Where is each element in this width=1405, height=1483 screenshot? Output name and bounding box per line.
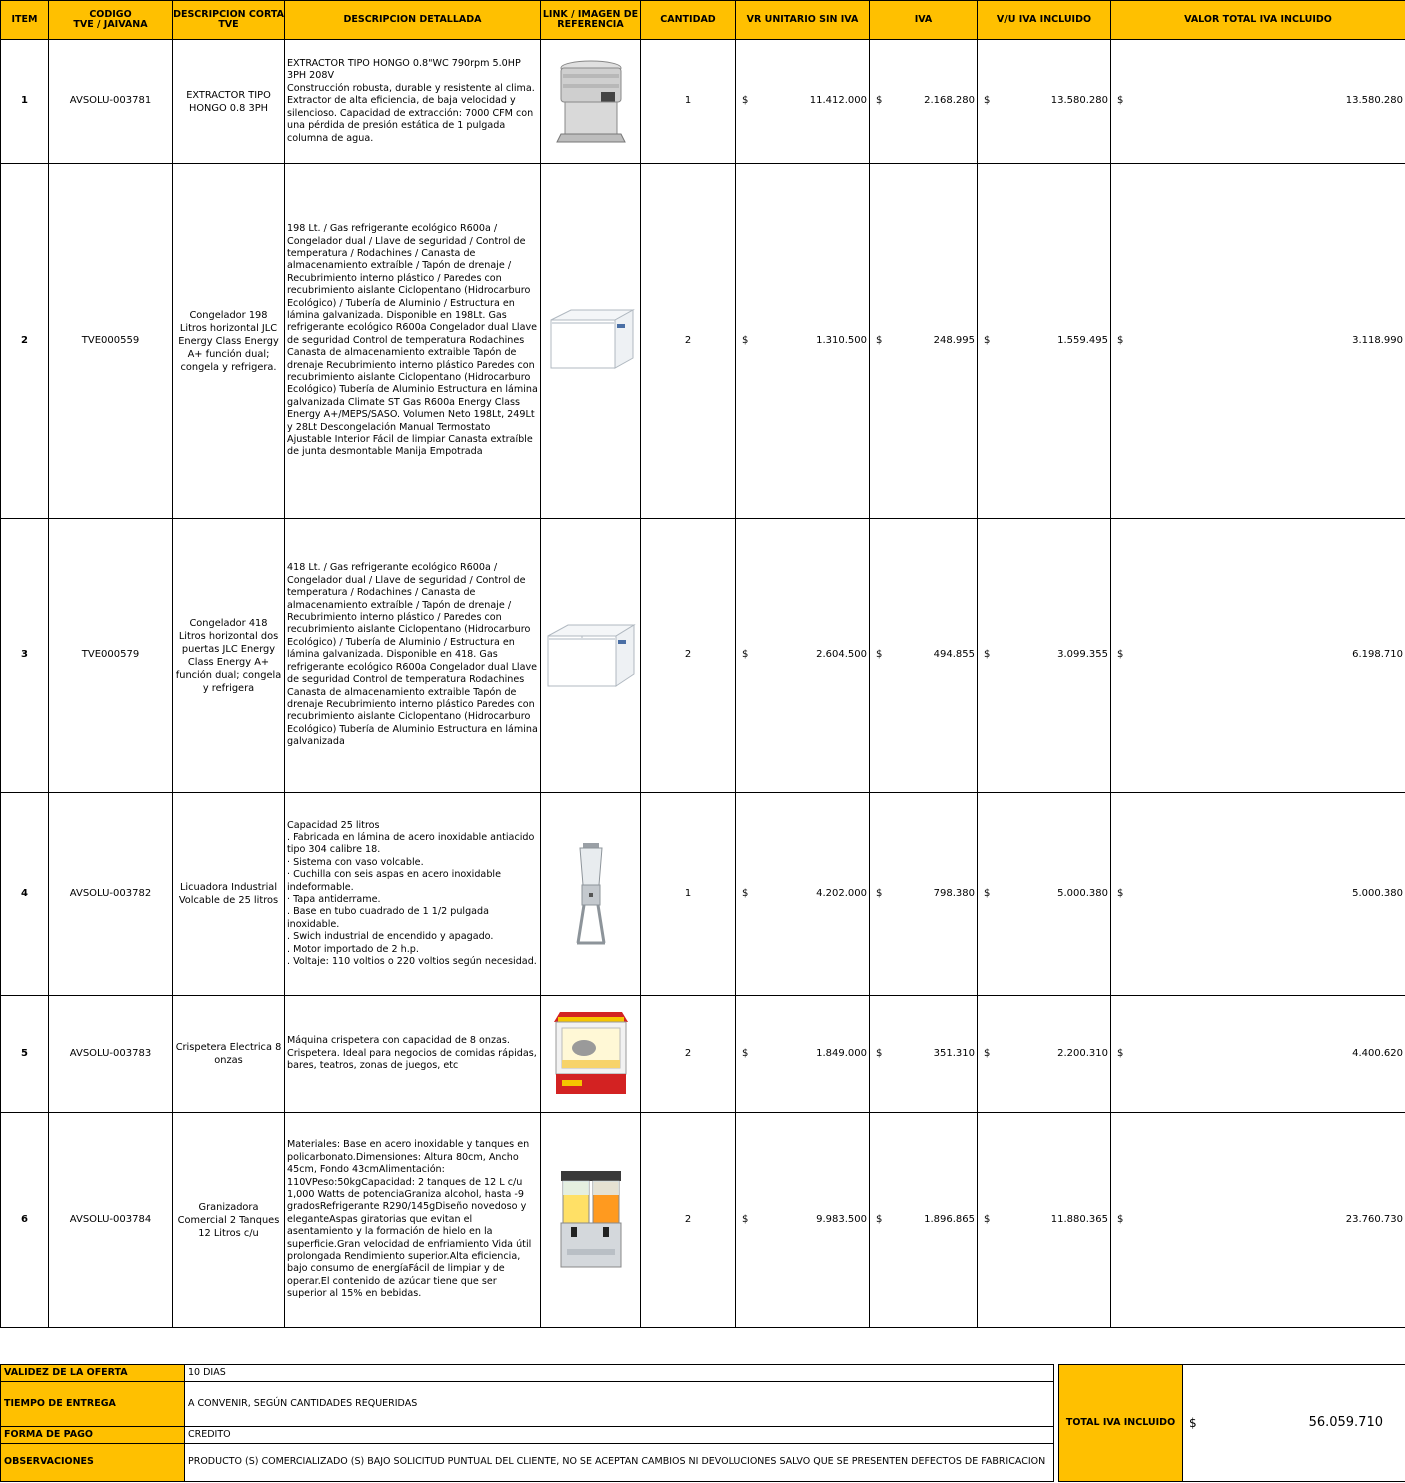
unit-with-iva: 13.580.280 [1050, 95, 1108, 107]
footer-row-validez [1, 1365, 1405, 1382]
currency-symbol: $ [1117, 887, 1124, 899]
unit-price: 1.310.500 [816, 334, 867, 346]
currency-symbol: $ [1117, 649, 1124, 661]
currency-symbol: $ [1189, 1415, 1197, 1430]
table-row [1, 519, 1405, 793]
quantity: 2 [641, 164, 736, 519]
unit-price-cell [736, 40, 870, 164]
header-vu-iva: V/U IVA INCLUIDO [978, 1, 1111, 40]
iva-amount: 351.310 [933, 1047, 975, 1059]
currency-symbol: $ [1117, 95, 1124, 107]
header-item: ITEM [1, 1, 49, 40]
total-cell [1111, 793, 1405, 996]
unit-with-iva: 3.099.355 [1057, 649, 1108, 661]
iva-amount: 248.995 [933, 334, 975, 346]
quantity: 1 [641, 40, 736, 164]
currency-symbol: $ [984, 649, 991, 661]
chest-freezer-icon [545, 306, 637, 376]
currency-symbol: $ [742, 334, 749, 346]
currency-symbol: $ [742, 1213, 749, 1225]
short-description: Congelador 418 Litros horizontal dos puertas JLC Energy Class Energy A+ función dual; congela y refrigera [173, 519, 285, 793]
unit-price: 9.983.500 [816, 1213, 867, 1225]
observaciones-value: PRODUCTO (S) COMERCIALIZADO (S) BAJO SOLICITUD PUNTUAL DEL CLIENTE, NO SE ACEPTAN CAMBIOS NI DEVOLUCIONES SALVO QUE SE PRESENTEN DEFECTOS DE FABRICACION [185, 1444, 1054, 1482]
currency-symbol: $ [876, 95, 883, 107]
header-imagen: LINK / IMAGEN DE REFERENCIA [541, 1, 641, 40]
table-row [1, 40, 1405, 164]
quantity: 2 [641, 519, 736, 793]
double-chest-freezer-icon [544, 620, 638, 692]
unit-with-iva: 5.000.380 [1057, 887, 1108, 899]
short-description: Congelador 198 Litros horizontal JLC Energy Class Energy A+ función dual; congela y refrigera. [173, 164, 285, 519]
validez-label: VALIDEZ DE LA OFERTA [1, 1365, 185, 1382]
offer-conditions-table [0, 1364, 1405, 1482]
iva-cell [870, 164, 978, 519]
item-number: 4 [1, 793, 49, 996]
header-vr-unitario: VR UNITARIO SIN IVA [736, 1, 870, 40]
currency-symbol: $ [876, 1047, 883, 1059]
total-with-iva: 23.760.730 [1345, 1213, 1403, 1225]
total-with-iva: 6.198.710 [1352, 649, 1403, 661]
quantity: 1 [641, 793, 736, 996]
table-row [1, 1113, 1405, 1328]
currency-symbol: $ [742, 887, 749, 899]
detailed-description: EXTRACTOR TIPO HONGO 0.8"WC 790rpm 5.0HP 3PH 208V Construcción robusta, durable y resistente al clima. Extractor de alta eficiencia, de baja velocidad y silencioso. Capacidad de extracción: 7000 CFM con una pérdida de presión estática de 1 pulgada columna de agua. [285, 40, 541, 164]
total-cell [1111, 164, 1405, 519]
unit-price-cell [736, 793, 870, 996]
reference-image [541, 996, 641, 1113]
unit-with-iva-cell [978, 519, 1111, 793]
product-code: TVE000559 [49, 164, 173, 519]
table-row [1, 793, 1405, 996]
currency-symbol: $ [742, 649, 749, 661]
header-desc-corta: DESCRIPCION CORTA TVE [173, 1, 285, 40]
item-number: 2 [1, 164, 49, 519]
product-code: AVSOLU-003782 [49, 793, 173, 996]
industrial-blender-icon [569, 839, 613, 949]
short-description: Crispetera Electrica 8 onzas [173, 996, 285, 1113]
unit-with-iva-cell [978, 40, 1111, 164]
product-code: AVSOLU-003781 [49, 40, 173, 164]
unit-price-cell [736, 996, 870, 1113]
currency-symbol: $ [742, 95, 749, 107]
currency-symbol: $ [984, 95, 991, 107]
pago-label: FORMA DE PAGO [1, 1427, 185, 1444]
quantity: 2 [641, 996, 736, 1113]
detailed-description: 198 Lt. / Gas refrigerante ecológico R600a / Congelador dual / Llave de seguridad / Control de temperatura / Rodachines / Canasta de almacenamiento extraíble / Tapón de drenaje / Recubrimiento interno plástico / Paredes con recubrimiento aislante Ciclopentano (Hidrocarburo Ecológico) / Tubería de Aluminio / Estructura en lámina galvanizada. Disponible en 198Lt. Gas refrigerante ecológico R600a Congelador dual Llave de seguridad Control de temperatura Rodachines Canasta de almacenamiento extraible Tapón de drenaje Recubrimiento interno plástico Paredes con recubrimiento aislante Ciclopentano (Hidrocarburo Ecológico) Tubería de Aluminio Estructura en lámina galvanizada Climate ST Gas R600a Energy Class Energy A+/MEPS/SASO. Volumen Neto 198Lt, 249Lt y 28Lt Descongelación Manual Termostato Ajustable Interior Fácil de limpiar Canasta extraíble de junta desmontable Manija Empotrada [285, 164, 541, 519]
total-cell [1111, 40, 1405, 164]
header-codigo: CODIGO TVE / JAIVANA [49, 1, 173, 40]
total-with-iva: 13.580.280 [1345, 95, 1403, 107]
item-number: 5 [1, 996, 49, 1113]
entrega-label: TIEMPO DE ENTREGA [1, 1382, 185, 1427]
header-cantidad: CANTIDAD [641, 1, 736, 40]
unit-price: 11.412.000 [809, 95, 867, 107]
total-with-iva: 4.400.620 [1352, 1047, 1403, 1059]
header-desc-detallada: DESCRIPCION DETALLADA [285, 1, 541, 40]
header-row [1, 1, 1405, 40]
item-number: 3 [1, 519, 49, 793]
unit-with-iva-cell [978, 996, 1111, 1113]
currency-symbol: $ [1117, 1213, 1124, 1225]
unit-price: 1.849.000 [816, 1047, 867, 1059]
header-iva: IVA [870, 1, 978, 40]
iva-cell [870, 996, 978, 1113]
iva-cell [870, 1113, 978, 1328]
iva-amount: 2.168.280 [924, 95, 975, 107]
table-row [1, 996, 1405, 1113]
short-description: Granizadora Comercial 2 Tanques 12 Litros c/u [173, 1113, 285, 1328]
total-cell [1111, 519, 1405, 793]
reference-image [541, 519, 641, 793]
unit-price-cell [736, 519, 870, 793]
reference-image [541, 1113, 641, 1328]
currency-symbol: $ [984, 887, 991, 899]
table-row [1, 164, 1405, 519]
currency-symbol: $ [984, 1213, 991, 1225]
detailed-description: Máquina crispetera con capacidad de 8 onzas. Crispetera. Ideal para negocios de comidas rápidas, bares, teatros, zonas de juegos, etc [285, 996, 541, 1113]
unit-price-cell [736, 1113, 870, 1328]
iva-cell [870, 519, 978, 793]
product-code: AVSOLU-003783 [49, 996, 173, 1113]
entrega-value: A CONVENIR, SEGÚN CANTIDADES REQUERIDAS [185, 1382, 1054, 1427]
total-iva-label: TOTAL IVA INCLUIDO [1059, 1365, 1183, 1482]
reference-image [541, 793, 641, 996]
slush-machine-icon [553, 1165, 629, 1275]
currency-symbol: $ [1117, 1047, 1124, 1059]
mushroom-exhaust-fan-icon [551, 54, 631, 149]
total-with-iva: 3.118.990 [1352, 334, 1403, 346]
unit-with-iva: 2.200.310 [1057, 1047, 1108, 1059]
currency-symbol: $ [984, 334, 991, 346]
unit-with-iva-cell [978, 793, 1111, 996]
detailed-description: Capacidad 25 litros . Fabricada en lámina de acero inoxidable antiacido tipo 304 calibre 18. · Sistema con vaso volcable. · Cuchilla con seis aspas en acero inoxidable indeformable. · Tapa antiderrame. . Base en tubo cuadrado de 1 1/2 pulgada inoxidable. . Swich industrial de encendido y apagado. . Motor importado de 2 h.p. . Voltaje: 110 voltios o 220 voltios según necesidad. [285, 793, 541, 996]
iva-cell [870, 40, 978, 164]
iva-amount: 1.896.865 [924, 1213, 975, 1225]
quantity: 2 [641, 1113, 736, 1328]
total-cell [1111, 996, 1405, 1113]
unit-price: 4.202.000 [816, 887, 867, 899]
product-code: AVSOLU-003784 [49, 1113, 173, 1328]
grand-total-value: 56.059.710 [1308, 1414, 1383, 1430]
unit-with-iva: 1.559.495 [1057, 334, 1108, 346]
currency-symbol: $ [876, 887, 883, 899]
currency-symbol: $ [876, 334, 883, 346]
currency-symbol: $ [876, 1213, 883, 1225]
currency-symbol: $ [742, 1047, 749, 1059]
item-number: 1 [1, 40, 49, 164]
unit-price-cell [736, 164, 870, 519]
iva-amount: 798.380 [933, 887, 975, 899]
total-with-iva: 5.000.380 [1352, 887, 1403, 899]
reference-image [541, 164, 641, 519]
product-code: TVE000579 [49, 519, 173, 793]
observaciones-label: OBSERVACIONES [1, 1444, 185, 1482]
detailed-description: Materiales: Base en acero inoxidable y tanques en policarbonato.Dimensiones: Altura 80cm, Ancho 45cm, Fondo 43cmAlimentación: 110VPeso:50kgCapacidad: 2 tanques de 12 L c/u 1,000 Watts de potenciaGraniza alcohol, hasta -9 gradosRefrigerante R290/145gDiseño novedoso y eleganteAspas giratorias que evitan el asentamiento y la formación de hielo en la superficie.Gran velocidad de enfriamiento Vida útil prolongada Rendimiento superior.Alta eficiencia, bajo consumo de energíaFácil de limpiar y de operar.El contenido de azúcar tiene que ser superior al 15% en bebidas. [285, 1113, 541, 1328]
item-number: 6 [1, 1113, 49, 1328]
validez-value: 10 DIAS [185, 1365, 1054, 1382]
unit-price: 2.604.500 [816, 649, 867, 661]
popcorn-machine-icon [548, 1008, 634, 1100]
unit-with-iva: 11.880.365 [1050, 1213, 1108, 1225]
detailed-description: 418 Lt. / Gas refrigerante ecológico R600a / Congelador dual / Llave de seguridad / Control de temperatura / Rodachines / Canasta de almacenamiento extraíble / Tapón de drenaje / Recubrimiento interno plástico / Paredes con recubrimiento aislante Ciclopentano (Hidrocarburo Ecológico) / Tubería de Aluminio / Estructura en lámina galvanizada. Disponible en 418. Gas refrigerante ecológico R600a Congelador dual Llave de seguridad Control de temperatura Rodachines Canasta de almacenamiento extraible Tapón de drenaje Recubrimiento interno plástico Paredes con recubrimiento aislante Ciclopentano (Hidrocarburo Ecológico) Tubería de Aluminio Estructura en lámina galvanizada [285, 519, 541, 793]
currency-symbol: $ [984, 1047, 991, 1059]
currency-symbol: $ [1117, 334, 1124, 346]
currency-symbol: $ [876, 649, 883, 661]
iva-cell [870, 793, 978, 996]
header-valor-total: VALOR TOTAL IVA INCLUIDO [1111, 1, 1405, 40]
short-description: EXTRACTOR TIPO HONGO 0.8 3PH [173, 40, 285, 164]
pago-value: CREDITO [185, 1427, 1054, 1444]
unit-with-iva-cell [978, 1113, 1111, 1328]
grand-total-cell [1183, 1365, 1405, 1482]
unit-with-iva-cell [978, 164, 1111, 519]
short-description: Licuadora Industrial Volcable de 25 litros [173, 793, 285, 996]
total-cell [1111, 1113, 1405, 1328]
iva-amount: 494.855 [933, 649, 975, 661]
reference-image [541, 40, 641, 164]
